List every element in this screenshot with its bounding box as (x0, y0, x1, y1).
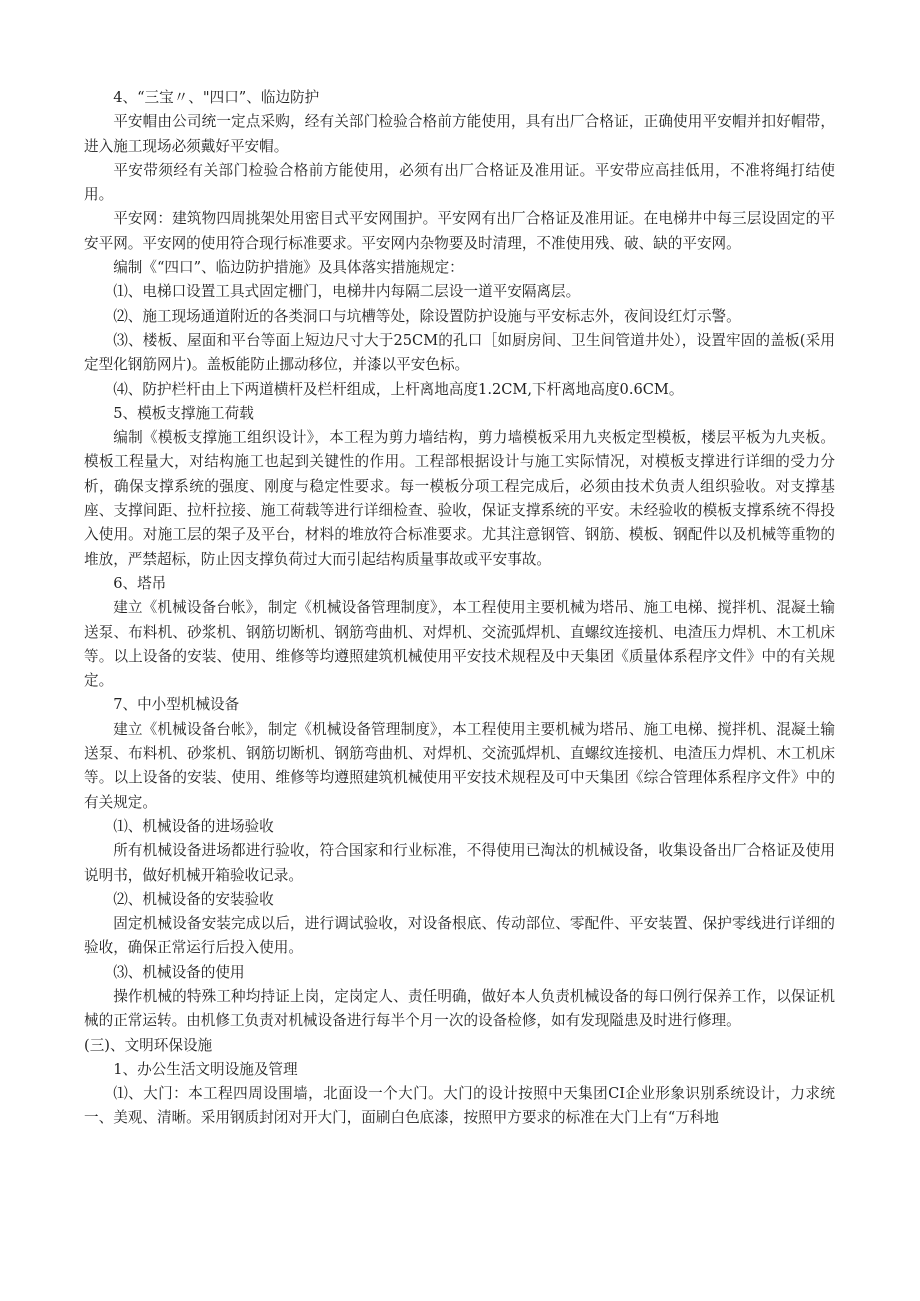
paragraph-18: ⑵、机械设备的安装验收 (113, 890, 274, 908)
paragraph-11: 编制《模板支撑施工组织设计》，本工程为剪力墙结构，剪力墙模板采用九夹板定型模板，楼层平板为九夹板。模板工程量大，对结构施工也起到关键性的作用。工程部根据设计与施工实际情况，对模板支撑进行详细的受力分析，确保支撑系统的强度、刚度与稳定性要求。每一模板分项工程完成后，必须由技术负责人组织验收。对支撑基座、支撑间距、拉杆拉接、施工荷载等进行详细检查、验收，保证支撑系统的平安。未经验收的模板支撑系统不得投入使用。对施工层的架子及平台，材料的堆放符合标准要求。尤其注意钢管、钢筋、模板、钢配件以及机械等重物的堆放，严禁超标，防止因支撑负荷过大而引起结构质量事故或平安事故。 (84, 429, 835, 568)
document-page (84, 86, 835, 1131)
paragraph-1: 4、“三宝〃、"四口”、临边防护 (113, 89, 320, 106)
paragraph-16: ⑴、机械设备的进场验收 (113, 817, 274, 835)
paragraph-2: 平安帽由公司统一定点采购，经有关部门检验合格前方能使用，具有出厂合格证，正确使用平安帽并扣好帽带，进入施工现场必须戴好平安帽。 (84, 113, 835, 155)
paragraph-19: 固定机械设备安装完成以后，进行调试验收，对设备根底、传动部位、零配件、平安装置、保护零线进行详细的验收，确保正常运行后投入使用。 (84, 915, 835, 957)
paragraph-8: ⑶、楼板、屋面和平台等面上短边尺寸大于25CM的孔口［如厨房间、卫生间管道井处），设置牢固的盖板(采用定型化钢筋网片)。盖板能防止挪动移位，并漆以平安色标。 (84, 331, 835, 374)
paragraph-15: 建立《机械设备台帐》，制定《机械设备管理制度》，本工程使用主要机械为塔吊、施工电梯、搅拌机、混凝土输送泵、布料机、砂浆机、钢筋切断机、钢筋弯曲机、对焊机、交流弧焊机、直螺纹连接机、电渣压力焊机、木工机床等。以上设备的安装、使用、维修等均遵照建筑机械使用平安技术规程及可中天集团《综合管理体系程序文件》中的有关规定。 (84, 720, 835, 811)
paragraph-4: 平安网：建筑物四周挑架处用密目式平安网围护。平安网有出厂合格证及准用证。在电梯井中每三层设固定的平安平网。平安网的使用符合现行标准要求。平安网内杂物要及时清理，不准使用残、破、缺的平安网。 (84, 210, 835, 252)
paragraph-20: ⑶、机械设备的使用 (113, 963, 245, 981)
paragraph-13: 建立《机械设备台帐》，制定《机械设备管理制度》，本工程使用主要机械为塔吊、施工电梯、搅拌机、混凝土输送泵、布料机、砂浆机、钢筋切断机、钢筋弯曲机、对焊机、交流弧焊机、直螺纹连接机、电渣压力焊机、木工机床等。以上设备的安装、使用、维修等均遵照建筑机械使用平安技术规程及中天集团《质量体系程序文件》中的有关规定。 (84, 599, 835, 690)
paragraph-5: 编制《“四口”、临边防护措施》及具体落实措施规定： (113, 259, 464, 277)
paragraph-17: 所有机械设备进场都进行验收，符合国家和行业标准，不得使用已淘汰的机械设备，收集设备出厂合格证及使用说明书，做好机械开箱验收记录。 (84, 842, 835, 884)
paragraph-24: ⑴、大门：本工程四周设围墙，北面设一个大门。大门的设计按照中天集团CI企业形象识别系统设计，力求统一、美观、清晰。采用钢质封闭对开大门，面刷白色底漆，按照甲方要求的标准在大门上有“万科地 (84, 1085, 835, 1127)
paragraph-10: 5、模板支撑施工荷载 (113, 404, 254, 422)
paragraph-6: ⑴、电梯口设置工具式固定栅门，电梯井内每隔二层设一道平安隔离层。 (113, 283, 581, 301)
paragraph-12: 6、塔吊 (113, 574, 167, 592)
paragraph-21: 操作机械的特殊工种均持证上岗，定岗定人、责任明确，做好本人负责机械设备的每口例行保养工作，以保证机械的正常运转。由机修工负责对机械设备进行每半个月一次的设备检修，如有发现隘患及时进行修理。 (84, 987, 835, 1030)
paragraph-14: 7、中小型机械设备 (113, 696, 240, 714)
paragraph-3: 平安带须经有关部门检验合格前方能使用，必须有出厂合格证及准用证。平安带应高挂低用，不准将绳打结使用。 (84, 161, 835, 204)
paragraph-7: ⑵、施工现场通道附近的各类洞口与坑槽等处，除设置防护设施与平安标志外，夜间设红灯示警。 (113, 307, 741, 325)
paragraph-23: 1、办公生活文明设施及管理 (113, 1060, 298, 1078)
paragraph-9: ⑷、防护栏杆由上下两道横杆及栏杆组成，上杆离地高度1.2CM,下杆离地高度0.6CM。 (113, 380, 684, 398)
section-heading: (三)、文明环保设施 (84, 1036, 213, 1054)
